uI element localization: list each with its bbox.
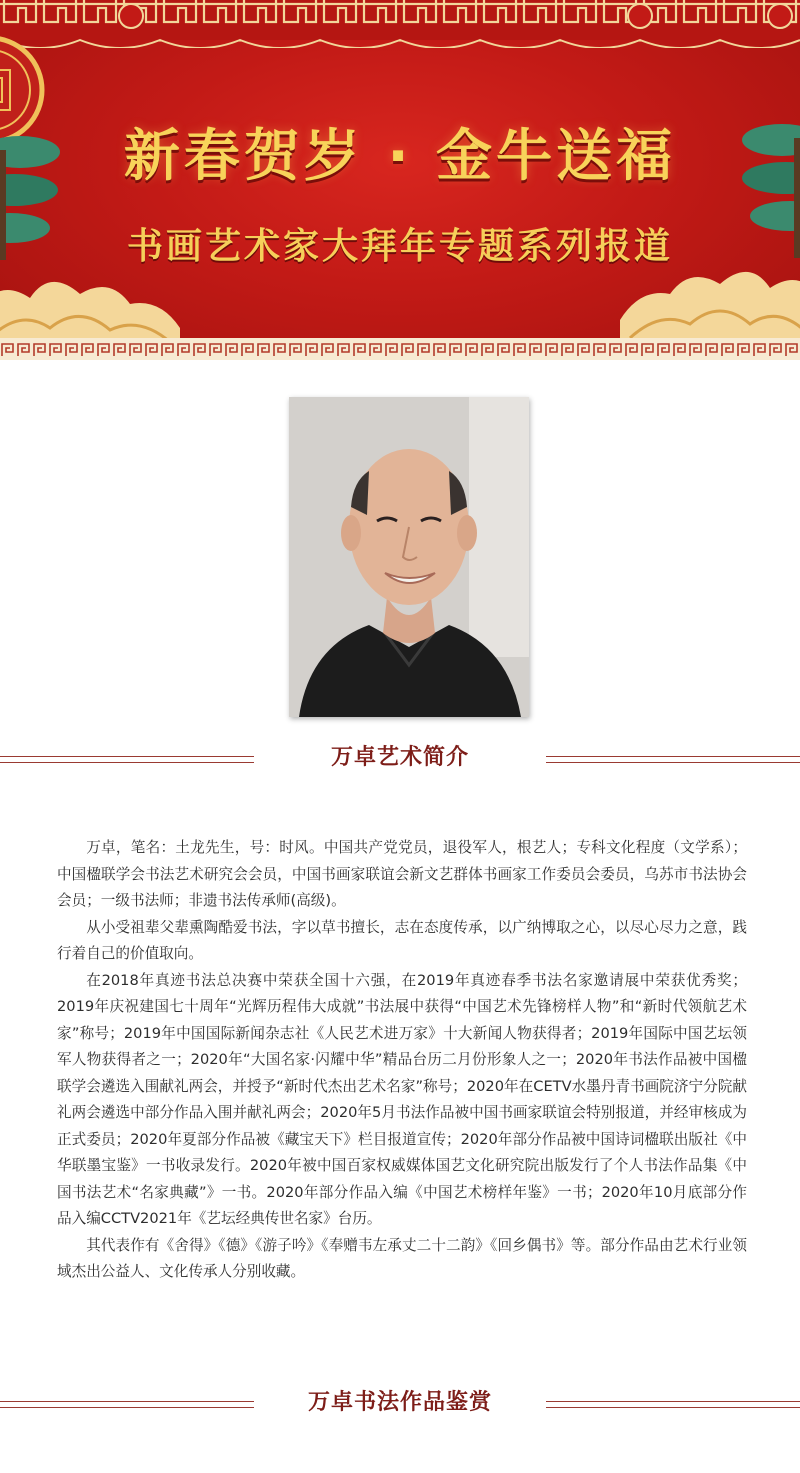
fret-border xyxy=(0,338,800,360)
artist-portrait xyxy=(289,397,529,717)
banner-title: 新春贺岁 · 金牛送福 xyxy=(123,124,677,189)
divider-right xyxy=(546,756,800,763)
section-title-bio: 万卓艺术简介 xyxy=(330,744,469,770)
bio-paragraph: 万卓，笔名：土龙先生，号：时风。中国共产党党员，退役军人，根艺人；专科文化程度（文学系）；中国楹联学会书法艺术研究会会员，中国书画家联谊会新文艺群体书画家工作委员会委员，乌苏市书法协会会员；一级书法师；非遗书法传承师(高级)。 xyxy=(57,839,747,909)
divider-right xyxy=(546,1401,800,1408)
section-title-works: 万卓书法作品鉴赏 xyxy=(307,1389,492,1415)
cloud-ornament-left xyxy=(0,268,180,348)
header-banner xyxy=(0,0,800,360)
banner-subtitle: 书画艺术家大拜年专题系列报道 xyxy=(126,225,673,267)
bio-text xyxy=(57,835,747,1286)
lattice-border xyxy=(0,0,800,48)
bio-paragraph: 从小受祖辈父辈熏陶酷爱书法，字以草书擅长，志在态度传承，以广纳博取之心，以尽心尽力之意，践行着自己的价值取向。 xyxy=(57,918,747,962)
section-header-works xyxy=(0,1385,800,1425)
cloud-ornament-right xyxy=(620,258,800,348)
bio-paragraph: 在2018年真迹书法总决赛中荣获全国十六强，在2019年真迹春季书法名家邀请展中荣获优秀奖；2019年庆祝建国七十周年“光辉历程伟大成就”书法展中获得“中国艺术先锋榜样人物”和“新时代领航艺术家”称号；2019年中国国际新闻杂志社《人民艺术进万家》十大新闻人物获得者；2019年国际中国艺坛领军人物获得者之一；2020年“大国名家·闪耀中华”精品台历二月份形象人之一；2020年书法作品被中国楹联学会遴选入围献礼两会，并授予“新时代杰出艺术名家”称号；2020年在CETV水墨丹青书画院济宁分院献礼两会遴选中部分作品入围并献礼两会；2020年5月书法作品被中国书画家联谊会特别报道，并经审核成为正式委员；2020年夏部分作品被《藏宝天下》栏目报道宣传；2020年部分作品被中国诗词楹联出版社《中华联墨宝鉴》一书收录发行。2020年被中国百家权威媒体国艺文化研究院出版发行了个人书法作品集《中国书法艺术“名家典藏”》一书。2020年部分作品入编《中国艺术榜样年鉴》一书；2020年10月底部分作品入编CCTV2021年《艺坛经典传世名家》台历。 xyxy=(57,971,747,1227)
section-header-bio xyxy=(0,740,800,780)
bio-paragraph: 其代表作有《舍得》《德》《游子吟》《奉赠韦左承丈二十二韵》《回乡偶书》等。部分作品由艺术行业领域杰出公益人、文化传承人分别收藏。 xyxy=(57,1236,747,1280)
portrait-illustration xyxy=(289,397,529,717)
